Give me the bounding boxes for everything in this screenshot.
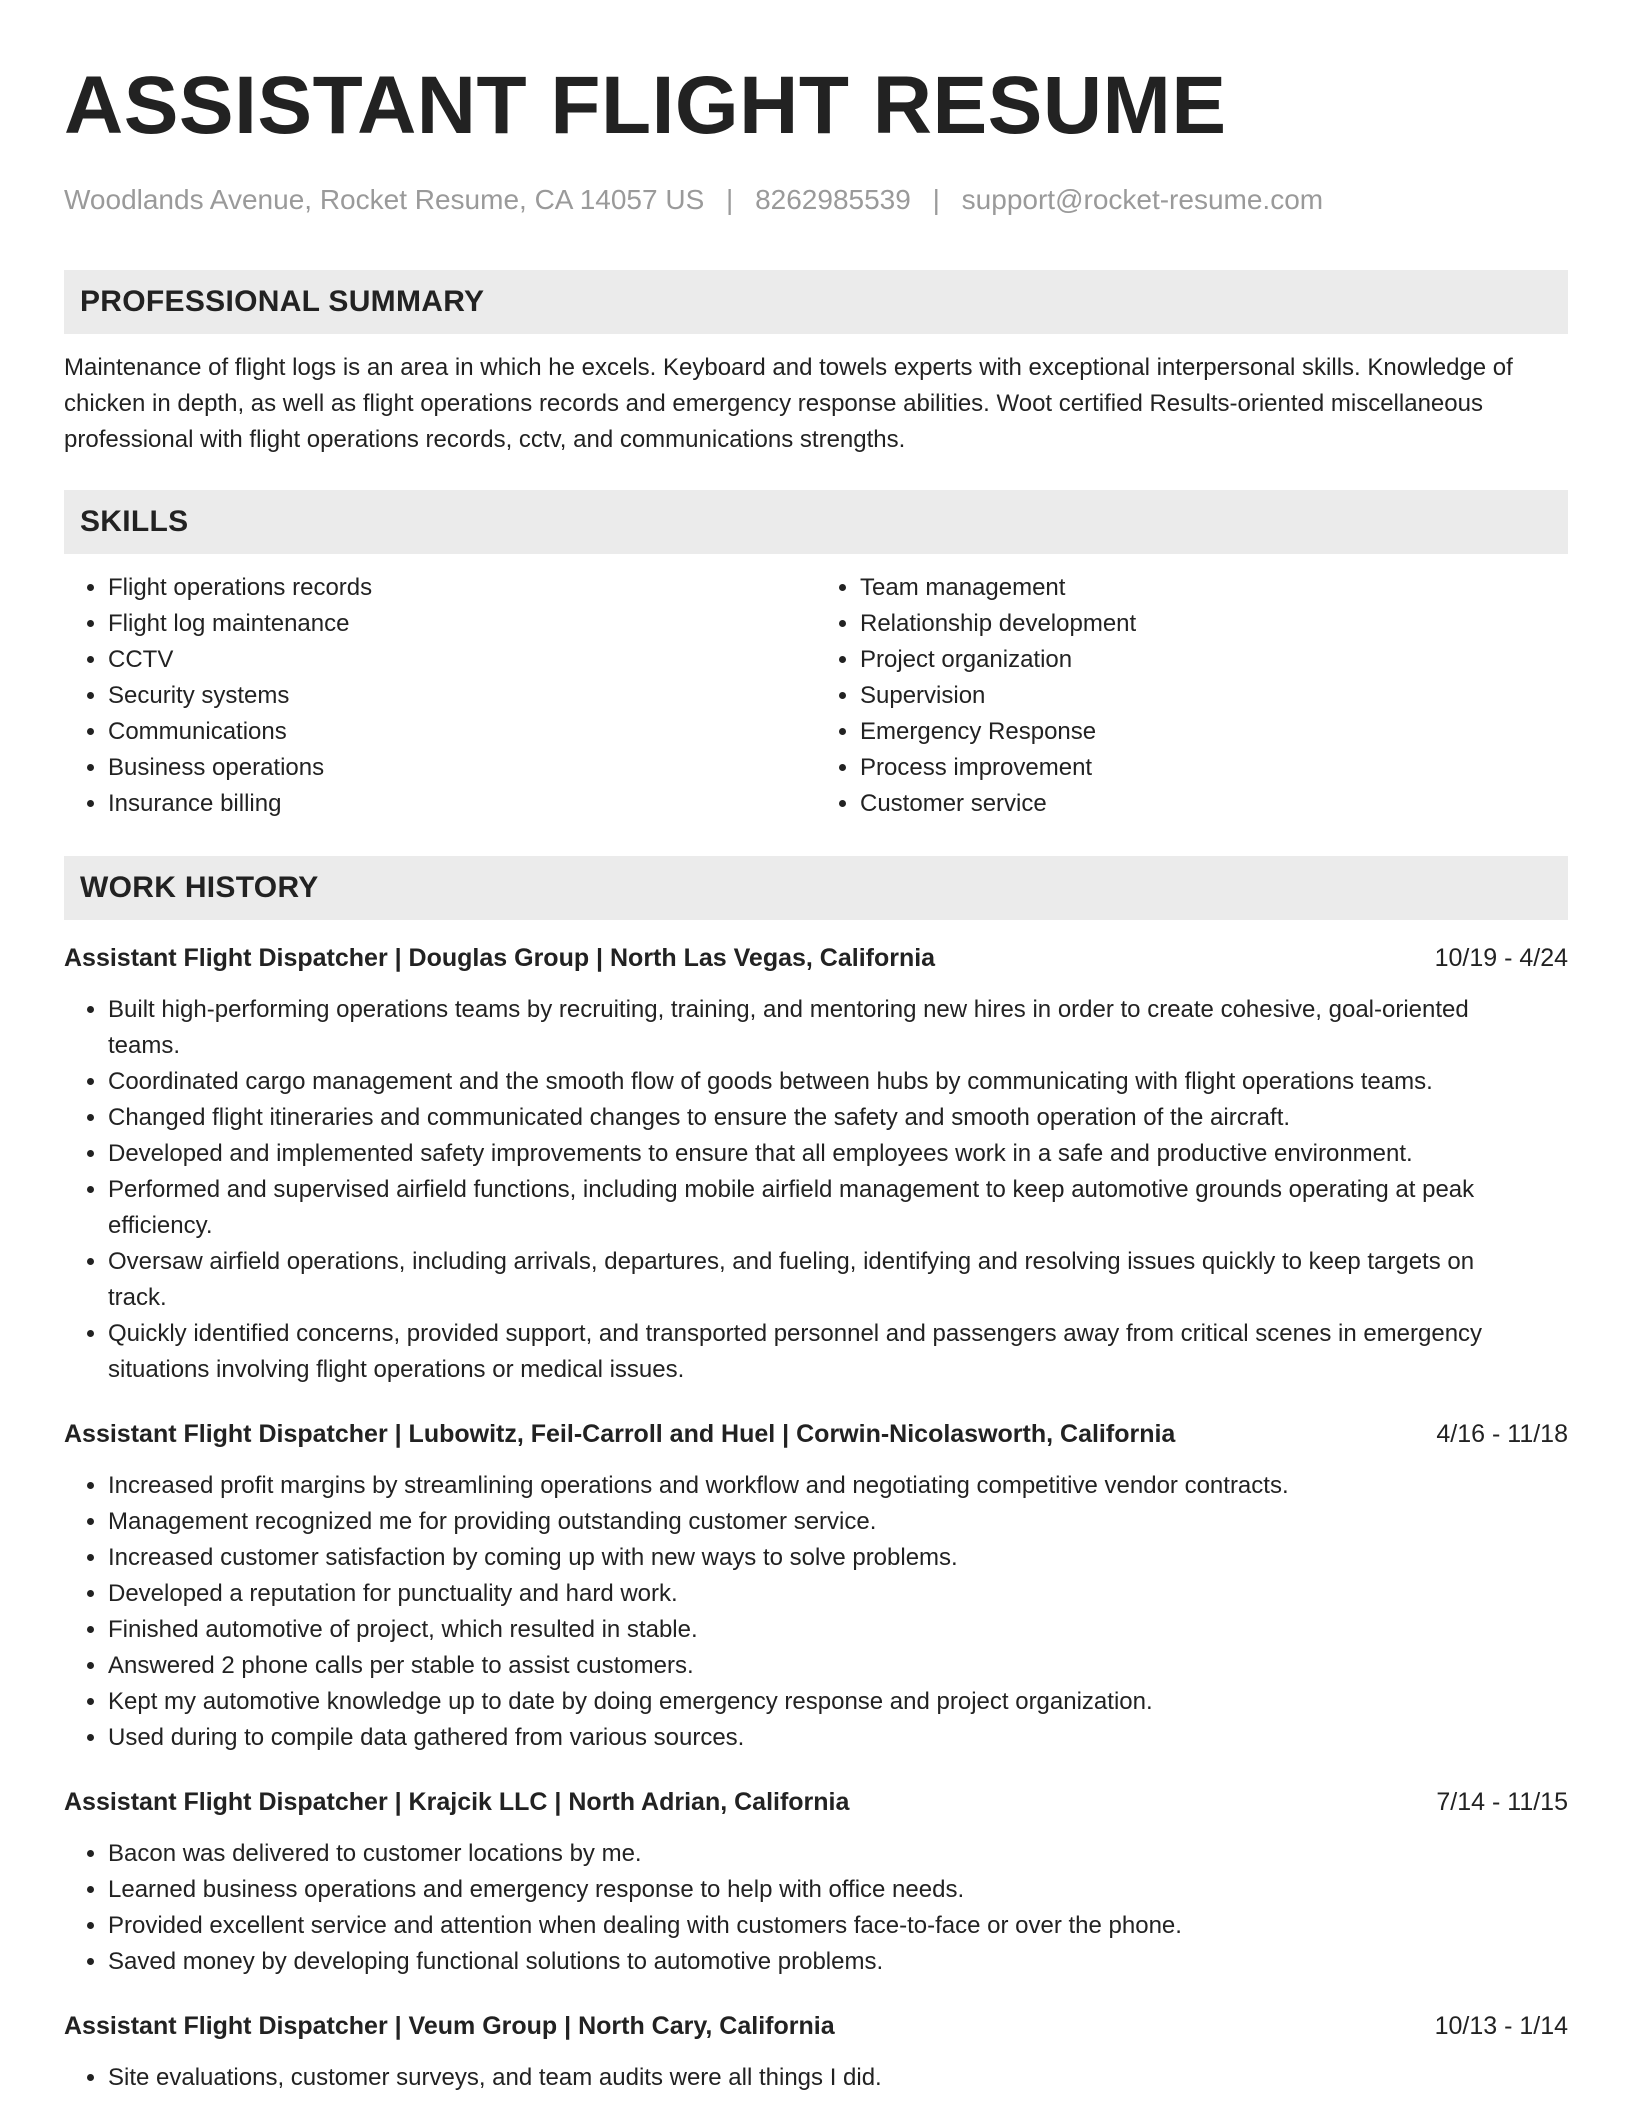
job-title: Assistant Flight Dispatcher | Douglas Group | North Las Vegas, California	[64, 944, 936, 972]
skill-item: • CCTV	[108, 642, 816, 678]
job-bullet: • Management recognized me for providing outstanding customer service.	[108, 1504, 1568, 1540]
contact-phone: 8262985539	[755, 184, 911, 215]
contact-address: Woodlands Avenue, Rocket Resume, CA 14057 US	[64, 184, 705, 215]
skill-item: • Flight operations records	[108, 570, 816, 606]
job-header	[64, 1784, 1568, 1820]
job-dates: 10/19 - 4/24	[1434, 944, 1568, 972]
skill-item: • Communications	[108, 714, 816, 750]
job-bullet: • Finished automotive of project, which resulted in stable.	[108, 1612, 1568, 1648]
job-bullets	[64, 2060, 1568, 2096]
resume-title: ASSISTANT FLIGHT RESUME	[64, 60, 1227, 151]
job-entry	[64, 940, 1568, 1388]
job-bullet: • Oversaw airfield operations, including arrivals, departures, and fueling, identifying and resolving issues quickly to keep targets on track.	[108, 1244, 1568, 1316]
job-bullet: • Bacon was delivered to customer locations by me.	[108, 1836, 1568, 1872]
section-heading-summary: PROFESSIONAL SUMMARY	[64, 270, 1568, 334]
skill-item: • Process improvement	[860, 750, 1568, 786]
skill-item: • Insurance billing	[108, 786, 816, 822]
job-bullet: • Used during to compile data gathered from various sources.	[108, 1720, 1568, 1756]
job-bullet: • Increased customer satisfaction by coming up with new ways to solve problems.	[108, 1540, 1568, 1576]
job-dates: 7/14 - 11/15	[1436, 1788, 1568, 1816]
job-bullet: • Kept my automotive knowledge up to date by doing emergency response and project organization.	[108, 1684, 1568, 1720]
job-bullet: • Coordinated cargo management and the smooth flow of goods between hubs by communicating with flight operations teams.	[108, 1064, 1568, 1100]
section-heading-skills: SKILLS	[64, 490, 1568, 554]
skill-item: • Supervision	[860, 678, 1568, 714]
job-bullet: • Built high-performing operations teams by recruiting, training, and mentoring new hires in order to create cohesive, goal-oriented teams.	[108, 992, 1568, 1064]
job-header	[64, 940, 1568, 976]
job-entry	[64, 1416, 1568, 1756]
contact-separator: |	[932, 184, 940, 215]
skill-item: • Team management	[860, 570, 1568, 606]
section-heading-work-history: WORK HISTORY	[64, 856, 1568, 920]
job-title: Assistant Flight Dispatcher | Krajcik LLC | North Adrian, California	[64, 1788, 850, 1816]
job-bullets	[64, 1468, 1568, 1756]
job-bullet: • Increased profit margins by streamlining operations and workflow and negotiating competitive vendor contracts.	[108, 1468, 1568, 1504]
skill-item: • Relationship development	[860, 606, 1568, 642]
job-dates: 4/16 - 11/18	[1436, 1420, 1568, 1448]
job-title: Assistant Flight Dispatcher | Lubowitz, Feil-Carroll and Huel | Corwin-Nicolasworth, California	[64, 1420, 1176, 1448]
skill-item: • Customer service	[860, 786, 1568, 822]
job-bullet: • Changed flight itineraries and communicated changes to ensure the safety and smooth operation of the aircraft.	[108, 1100, 1568, 1136]
skills-column-right	[816, 570, 1568, 822]
job-bullet: • Developed a reputation for punctuality and hard work.	[108, 1576, 1568, 1612]
job-bullets	[64, 992, 1568, 1388]
skill-item: • Project organization	[860, 642, 1568, 678]
skills-list	[64, 570, 1568, 822]
contact-email: support@rocket-resume.com	[961, 184, 1324, 215]
job-entry	[64, 1784, 1568, 1980]
skill-item: • Business operations	[108, 750, 816, 786]
job-bullet: • Developed and implemented safety improvements to ensure that all employees work in a safe and productive environment.	[108, 1136, 1568, 1172]
skills-column-left	[64, 570, 816, 822]
job-bullet: • Site evaluations, customer surveys, and team audits were all things I did.	[108, 2060, 1568, 2096]
job-bullet: • Saved money by developing functional solutions to automotive problems.	[108, 1944, 1568, 1980]
job-bullet: • Answered 2 phone calls per stable to assist customers.	[108, 1648, 1568, 1684]
skill-item: • Flight log maintenance	[108, 606, 816, 642]
skill-item: • Emergency Response	[860, 714, 1568, 750]
contact-separator: |	[726, 184, 734, 215]
contact-line	[64, 182, 1568, 218]
job-bullet: • Quickly identified concerns, provided support, and transported personnel and passengers away from critical scenes in emergency situations involving flight operations or medical issues.	[108, 1316, 1568, 1388]
job-bullet: • Provided excellent service and attention when dealing with customers face-to-face or over the phone.	[108, 1908, 1568, 1944]
job-bullet: • Performed and supervised airfield functions, including mobile airfield management to keep automotive grounds operating at peak efficiency.	[108, 1172, 1568, 1244]
job-dates: 10/13 - 1/14	[1434, 2012, 1568, 2040]
job-bullets	[64, 1836, 1568, 1980]
skill-item: • Security systems	[108, 678, 816, 714]
job-entry	[64, 2008, 1568, 2096]
job-title: Assistant Flight Dispatcher | Veum Group | North Cary, California	[64, 2012, 835, 2040]
job-header	[64, 2008, 1568, 2044]
job-header	[64, 1416, 1568, 1452]
summary-text: Maintenance of flight logs is an area in which he excels. Keyboard and towels experts with exceptional interpersonal skills. Knowledge of chicken in depth, as well as flight operations records and emergency response abilities. Woot certified Results-oriented miscellaneous professional with flight operations records, cctv, and communications strengths.	[64, 354, 1513, 453]
job-bullet: • Learned business operations and emergency response to help with office needs.	[108, 1872, 1568, 1908]
